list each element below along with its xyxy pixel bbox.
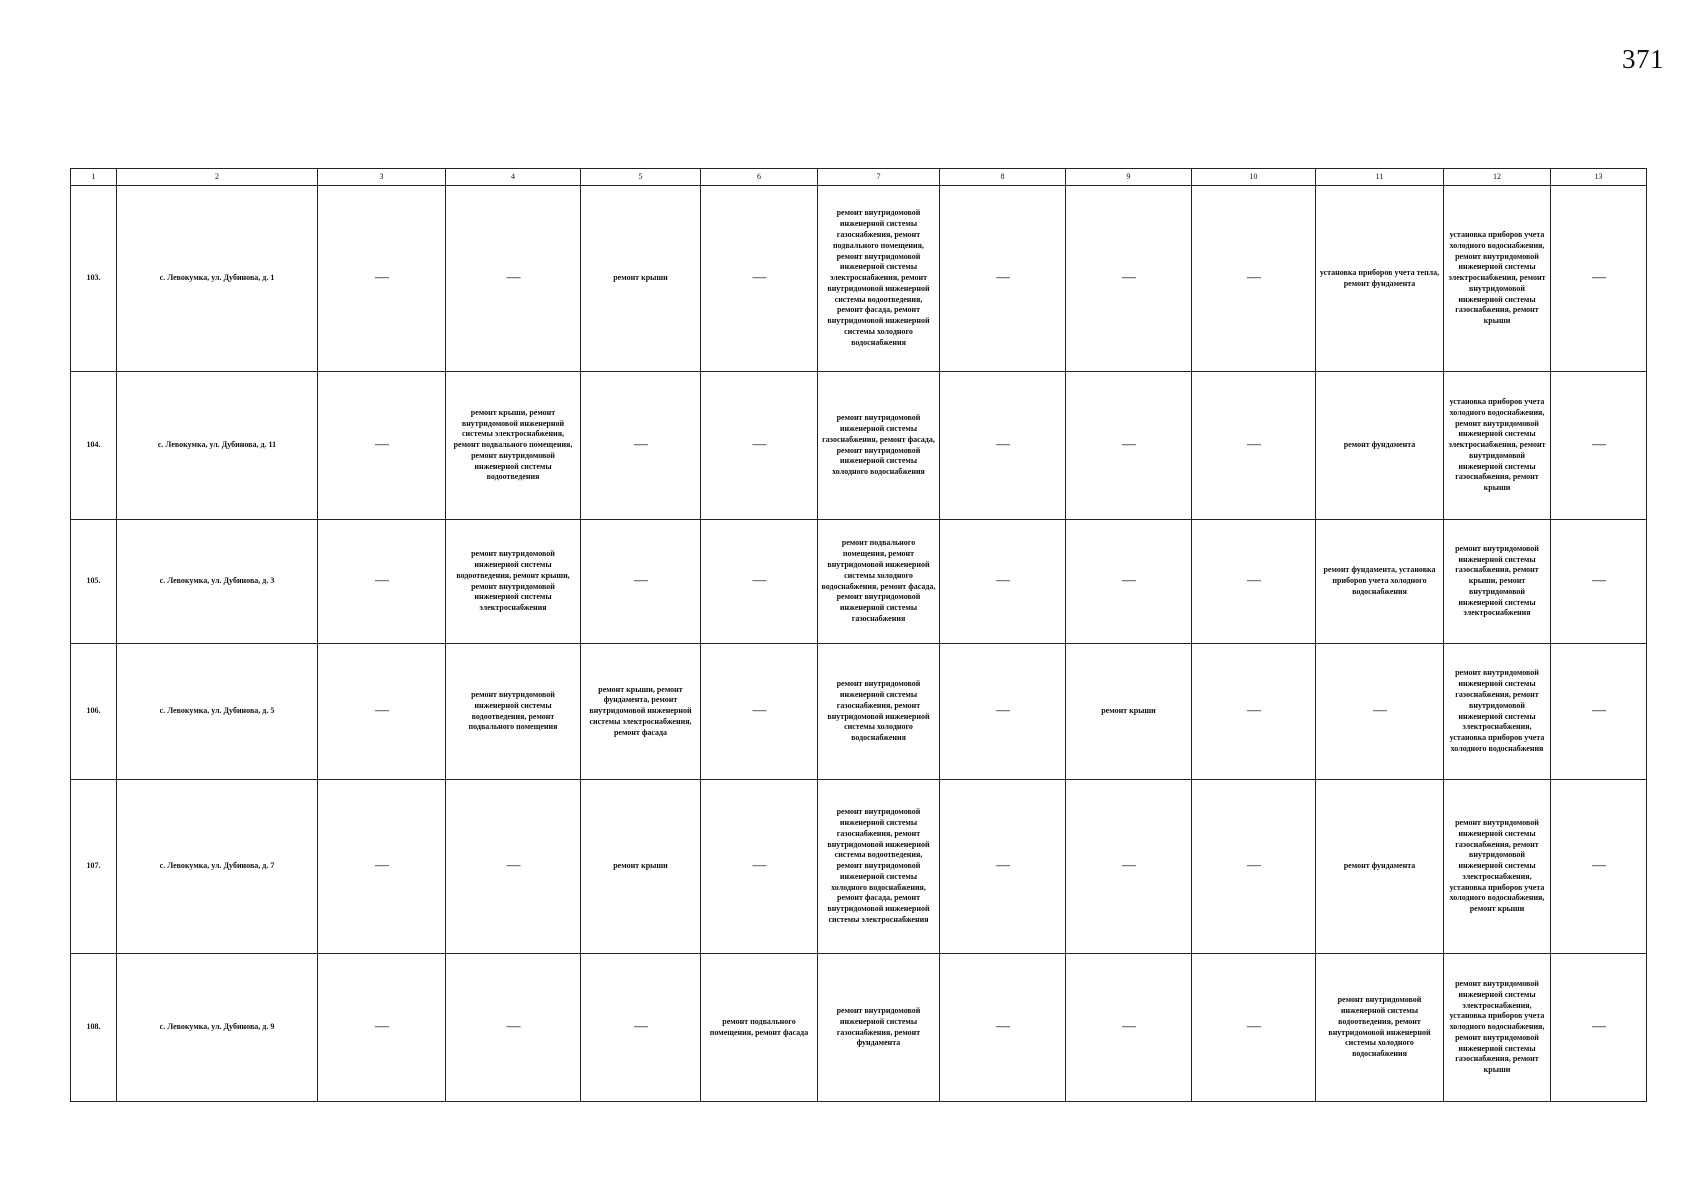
dash-mark: — <box>1247 437 1260 453</box>
empty-cell <box>1551 520 1647 644</box>
dash-mark: — <box>996 703 1009 719</box>
column-number-4: 4 <box>446 169 581 186</box>
empty-cell <box>446 780 581 954</box>
work-type-cell: ремонт внутридомовой инженерной системы газоснабжения, ремонт крыши, ремонт внутридомовой инженерной системы электроснабжения <box>1444 520 1551 644</box>
work-type-cell: ремонт крыши <box>581 780 701 954</box>
dash-mark: — <box>752 437 766 453</box>
column-number-6: 6 <box>701 169 818 186</box>
empty-cell <box>940 780 1066 954</box>
dash-mark: — <box>996 858 1009 874</box>
dash-mark: — <box>506 270 520 286</box>
empty-cell <box>940 954 1066 1102</box>
table-row <box>71 644 1647 780</box>
repair-schedule-table <box>70 168 1647 1102</box>
dash-mark: — <box>1247 703 1260 719</box>
work-type-cell: установка приборов учета холодного водоснабжения, ремонт внутридомовой инженерной системы электроснабжения, ремонт внутридомовой инженерной системы газоснабжения, ремонт крыши <box>1444 372 1551 520</box>
dash-mark: — <box>506 858 520 874</box>
dash-mark: — <box>375 1019 388 1035</box>
empty-cell <box>1192 372 1316 520</box>
empty-cell <box>1192 780 1316 954</box>
dash-mark: — <box>1122 858 1135 874</box>
row-number: 104. <box>71 372 117 520</box>
address-cell: с. Левокумка, ул. Дубинова, д. 5 <box>117 644 318 780</box>
dash-mark: — <box>634 1019 647 1035</box>
row-number: 103. <box>71 186 117 372</box>
work-type-cell: ремонт внутридомовой инженерной системы газоснабжения, ремонт внутридомовой инженерной системы водоотведения, ремонт внутридомовой инженерной системы холодного водоснабжения, ремонт фасада, ремонт внутридомовой инженерной системы электроснабжения <box>818 780 940 954</box>
work-type-cell: установка приборов учета холодного водоснабжения, ремонт внутридомовой инженерной системы электроснабжения, ремонт внутридомовой инженерной системы газоснабжения, ремонт крыши <box>1444 186 1551 372</box>
work-type-cell: ремонт подвального помещения, ремонт внутридомовой инженерной системы холодного водоснабжения, ремонт фасада, ремонт внутридомовой инженерной системы газоснабжения <box>818 520 940 644</box>
empty-cell <box>1551 372 1647 520</box>
dash-mark: — <box>506 1019 520 1035</box>
column-number-10: 10 <box>1192 169 1316 186</box>
column-number-11: 11 <box>1316 169 1444 186</box>
dash-mark: — <box>1122 270 1135 286</box>
address-cell: с. Левокумка, ул. Дубинова, д. 3 <box>117 520 318 644</box>
empty-cell <box>318 186 446 372</box>
empty-cell <box>318 372 446 520</box>
work-type-cell: ремонт крыши, ремонт фундамента, ремонт внутридомовой инженерной системы электроснабжения, ремонт фасада <box>581 644 701 780</box>
empty-cell <box>1551 186 1647 372</box>
empty-cell <box>446 186 581 372</box>
dash-mark: — <box>1592 573 1605 589</box>
empty-cell <box>940 186 1066 372</box>
dash-mark: — <box>1592 270 1605 286</box>
dash-mark: — <box>375 437 388 453</box>
dash-mark: — <box>996 270 1009 286</box>
work-type-cell: ремонт внутридомовой инженерной системы водоотведения, ремонт крыши, ремонт внутридомовой инженерной системы электроснабжения <box>446 520 581 644</box>
empty-cell <box>701 780 818 954</box>
work-type-cell: ремонт фундамента <box>1316 780 1444 954</box>
table-row <box>71 186 1647 372</box>
empty-cell <box>701 372 818 520</box>
work-type-cell: ремонт внутридомовой инженерной системы газоснабжения, ремонт фундамента <box>818 954 940 1102</box>
empty-cell <box>318 644 446 780</box>
dash-mark: — <box>1247 1019 1260 1035</box>
dash-mark: — <box>375 573 388 589</box>
empty-cell <box>1192 954 1316 1102</box>
work-type-cell: ремонт внутридомовой инженерной системы газоснабжения, ремонт подвального помещения, ремонт внутридомовой инженерной системы электроснабжения, ремонт внутридомовой инженерной системы водоотведения, ремонт фасада, ремонт внутридомовой инженерной системы холодного водоснабжения <box>818 186 940 372</box>
work-type-cell: ремонт фундамента, установка приборов учета холодного водоснабжения <box>1316 520 1444 644</box>
dash-mark: — <box>1592 437 1605 453</box>
empty-cell <box>581 954 701 1102</box>
column-number-1: 1 <box>71 169 117 186</box>
empty-cell <box>581 372 701 520</box>
empty-cell <box>1551 954 1647 1102</box>
work-type-cell: ремонт внутридомовой инженерной системы газоснабжения, ремонт внутридомовой инженерной системы электроснабжения, установка приборов учета холодного водоснабжения, ремонт крыши <box>1444 780 1551 954</box>
table-row <box>71 954 1647 1102</box>
empty-cell <box>1066 954 1192 1102</box>
address-cell: с. Левокумка, ул. Дубинова, д. 1 <box>117 186 318 372</box>
dash-mark: — <box>752 858 766 874</box>
empty-cell <box>446 954 581 1102</box>
empty-cell <box>1192 186 1316 372</box>
empty-cell <box>1066 780 1192 954</box>
empty-cell <box>318 520 446 644</box>
dash-mark: — <box>752 703 766 719</box>
empty-cell <box>940 372 1066 520</box>
dash-mark: — <box>996 437 1009 453</box>
column-number-2: 2 <box>117 169 318 186</box>
work-type-cell: ремонт крыши <box>1066 644 1192 780</box>
empty-cell <box>1066 372 1192 520</box>
table-row <box>71 780 1647 954</box>
dash-mark: — <box>1122 1019 1135 1035</box>
dash-mark: — <box>1592 703 1605 719</box>
empty-cell <box>701 520 818 644</box>
row-number: 108. <box>71 954 117 1102</box>
dash-mark: — <box>996 1019 1009 1035</box>
work-type-cell: установка приборов учета тепла, ремонт фундамента <box>1316 186 1444 372</box>
table-row <box>71 520 1647 644</box>
work-type-cell: ремонт внутридомовой инженерной системы газоснабжения, ремонт фасада, ремонт внутридомовой инженерной системы холодного водоснабжения <box>818 372 940 520</box>
column-number-5: 5 <box>581 169 701 186</box>
row-number: 105. <box>71 520 117 644</box>
dash-mark: — <box>1592 1019 1605 1035</box>
row-number: 106. <box>71 644 117 780</box>
dash-mark: — <box>1122 573 1135 589</box>
dash-mark: — <box>1247 573 1260 589</box>
work-type-cell: ремонт крыши <box>581 186 701 372</box>
empty-cell <box>1192 520 1316 644</box>
empty-cell <box>1066 186 1192 372</box>
dash-mark: — <box>752 270 766 286</box>
dash-mark: — <box>1592 858 1605 874</box>
work-type-cell: ремонт внутридомовой инженерной системы водоотведения, ремонт подвального помещения <box>446 644 581 780</box>
empty-cell <box>940 520 1066 644</box>
address-cell: с. Левокумка, ул. Дубинова, д. 11 <box>117 372 318 520</box>
dash-mark: — <box>752 573 766 589</box>
empty-cell <box>1192 644 1316 780</box>
column-number-12: 12 <box>1444 169 1551 186</box>
dash-mark: — <box>1247 858 1260 874</box>
address-cell: с. Левокумка, ул. Дубинова, д. 9 <box>117 954 318 1102</box>
work-type-cell: ремонт внутридомовой инженерной системы водоотведения, ремонт внутридомовой инженерной системы холодного водоснабжения <box>1316 954 1444 1102</box>
dash-mark: — <box>996 573 1009 589</box>
table-row <box>71 372 1647 520</box>
work-type-cell: ремонт внутридомовой инженерной системы газоснабжения, ремонт внутридомовой инженерной системы электроснабжения, установка приборов учета холодного водоснабжения <box>1444 644 1551 780</box>
dash-mark: — <box>375 858 388 874</box>
dash-mark: — <box>375 703 388 719</box>
column-number-9: 9 <box>1066 169 1192 186</box>
work-type-cell: ремонт фундамента <box>1316 372 1444 520</box>
work-type-cell: ремонт внутридомовой инженерной системы газоснабжения, ремонт внутридомовой инженерной системы холодного водоснабжения <box>818 644 940 780</box>
dash-mark: — <box>634 437 647 453</box>
work-type-cell: ремонт крыши, ремонт внутридомовой инженерной системы электроснабжения, ремонт подвального помещения, ремонт внутридомовой инженерной системы водоотведения <box>446 372 581 520</box>
empty-cell <box>1316 644 1444 780</box>
column-number-7: 7 <box>818 169 940 186</box>
empty-cell <box>1551 644 1647 780</box>
empty-cell <box>701 644 818 780</box>
dash-mark: — <box>1247 270 1260 286</box>
dash-mark: — <box>1122 437 1135 453</box>
dash-mark: — <box>375 270 388 286</box>
empty-cell <box>318 954 446 1102</box>
work-type-cell: ремонт подвального помещения, ремонт фасада <box>701 954 818 1102</box>
empty-cell <box>701 186 818 372</box>
empty-cell <box>581 520 701 644</box>
empty-cell <box>1551 780 1647 954</box>
dash-mark: — <box>634 573 647 589</box>
column-number-13: 13 <box>1551 169 1647 186</box>
empty-cell <box>940 644 1066 780</box>
work-type-cell: ремонт внутридомовой инженерной системы электроснабжения, установка приборов учета холодного водоснабжения, ремонт внутридомовой инженерной системы газоснабжения, ремонт крыши <box>1444 954 1551 1102</box>
address-cell: с. Левокумка, ул. Дубинова, д. 7 <box>117 780 318 954</box>
column-number-3: 3 <box>318 169 446 186</box>
dash-mark: — <box>1373 703 1386 719</box>
column-number-row <box>71 169 1647 186</box>
empty-cell <box>1066 520 1192 644</box>
page-number: 371 <box>1622 44 1664 74</box>
row-number: 107. <box>71 780 117 954</box>
empty-cell <box>318 780 446 954</box>
column-number-8: 8 <box>940 169 1066 186</box>
